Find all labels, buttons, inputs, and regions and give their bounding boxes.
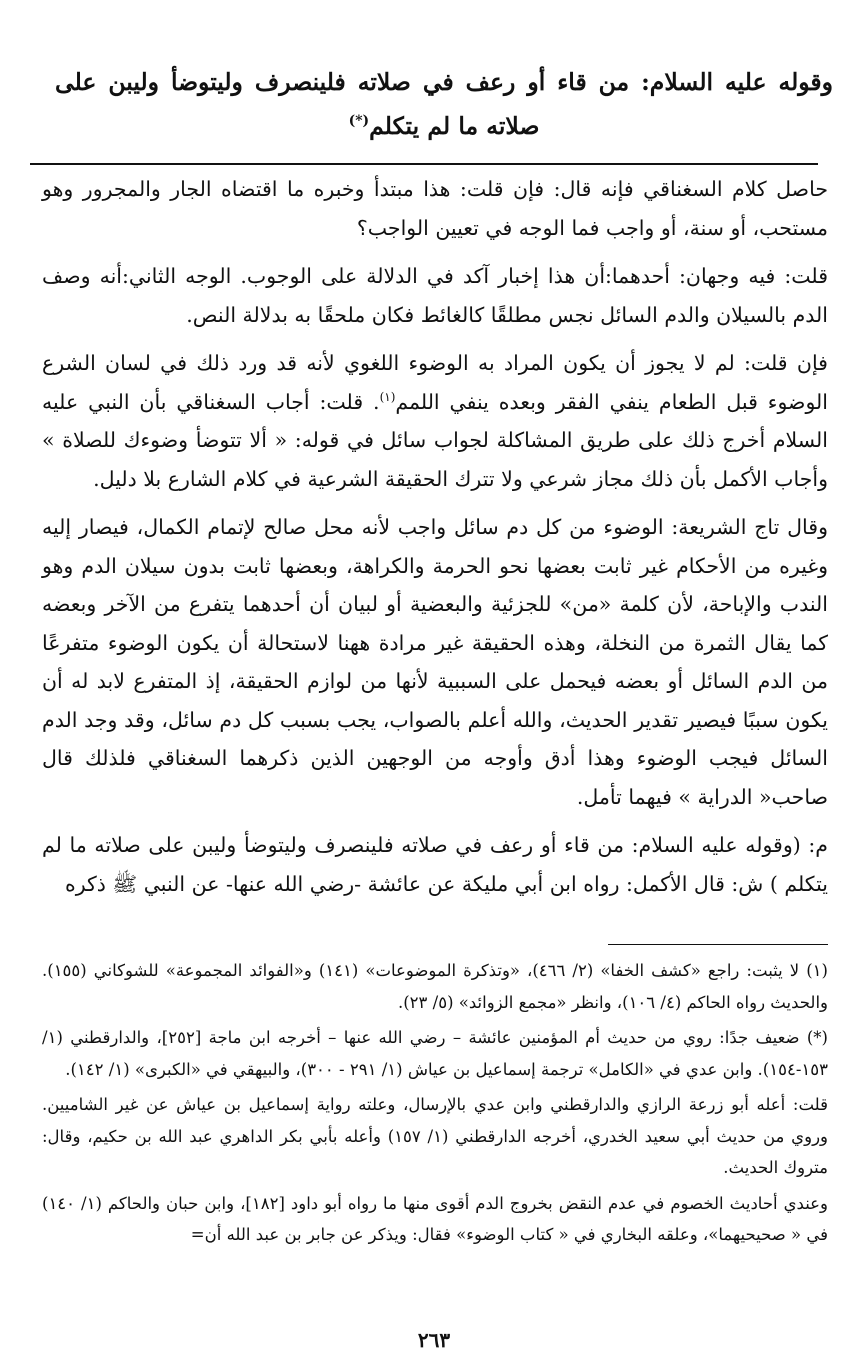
paragraph-4: وقال تاج الشريعة: الوضوء من كل دم سائل واجب لأنه محل صالح لإتمام الكمال، فيصار إليه وغيره من الأحكام غير ثابت بعضها نحو الحرمة والكراهة، وبعضها ثابت بدون سيلان الدم وهو الندب والإباحة، لأن كلمة «من» للجزئية والبعضية أو لبيان أن أحدهما يتفرع من الآخر وبعضه كما يقال الثمرة من النخلة، وهذه الحقيقة غير مرادة ههنا لاستحالة أن يكون الوضوء متفرعًا من الدم السائل أو بعضه فيحمل على السببية لأنها من لوازم الحقيقة، إذ المتفرع لابد له أن يكون سببًا فيصير تقدير الحديث، والله أعلم بالصواب، يجب بسبب كل دم سائل، وقد وجد الدم السائل فيجب الوضوء وهذا أدق وأوجه من الوجهين الذين ذكرهما السغناقي فلذلك قال صاحب« الدراية » فيهما تأمل. [42, 515, 828, 809]
footnote-comment: قلت: أعله أبو زرعة الرازي والدارقطني وابن عدي بالإرسال، وعلته رواية إسماعيل بن عياش عن غير الشاميين. وروي من حديث أبي سعيد الخدري، أخرجه الدارقطني (١/ ١٥٧) وأعله بأبي بكر الداهري عبد الله بن حكيم، وقال: متروك الحديث. [42, 1095, 829, 1177]
footnotes [42, 955, 828, 1255]
footnote-continuation: وعندي أحاديث الخصوم في عدم النقض بخروج الدم أقوى منها ما رواه أبو داود [١٨٢]، وابن حبان والحاكم (١/ ١٤٠) في « صحيحيهما»، وعلقه البخاري في « كتاب الوضوء» فقال: ويذكر عن جابر بن عبد الله أن= [42, 1193, 828, 1244]
paragraph-3-part-b: . قلت: أجاب السغناقي بأن النبي عليه السلام أخرج ذلك على طريق المشاكلة لجواب سائل في قوله: « ألا تتوضأ وضوءك للصلاة » وأجاب الأكمل بأن ذلك مجاز شرعي ولا تترك الحقيقة الشرعية في كلام الشارع بلا دليل. [42, 389, 828, 491]
footnote-star: (*) ضعيف جدًا: روي من حديث أم المؤمنين عائشة – رضي الله عنها – أخرجه ابن ماجة [٢٥٢]، والدارقطني (١/ ١٥٣-١٥٤). وابن عدي في «الكامل» ترجمة إسماعيل بن عياش (١/ ٢٩١ - ٣٠٠)، والبيهقي في «الكبرى» (١/ ١٤٢). [42, 1028, 828, 1079]
paragraph-3 [42, 344, 828, 498]
chapter-heading [55, 60, 833, 148]
footnote-ref-1[interactable]: (١) [379, 389, 396, 404]
paragraph-1: حاصل كلام السغناقي فإنه قال: فإن قلت: هذا مبتدأ وخبره ما اقتضاه الجار والمجرور وهو مستحب، أو سنة، أو واجب فما الوجه في تعيين الواجب؟ [42, 177, 828, 240]
footnote-1: (١) لا يثبت: راجع «كشف الخفا» (٢/ ٤٦٦)، «وتذكرة الموضوعات» (١٤١) و«الفوائد المجموعة» للشوكاني (١٥٥). والحديث رواه الحاكم (٤/ ١٠٦)، وانظر «مجمع الزوائد» (٥/ ٢٣). [42, 961, 828, 1012]
paragraph-3-part-a: فإن قلت: لم لا يجوز أن يكون المراد به الوضوء اللغوي لأنه قد ورد ذلك في لسان الشرع الوضوء قبل الطعام ينفي الفقر وبعده ينفي اللمم [42, 351, 828, 414]
heading-divider [30, 163, 818, 165]
footnotes-divider [608, 944, 828, 945]
heading-footnote-marker: (*) [348, 113, 370, 130]
commentary-body [42, 170, 828, 913]
heading-text: وقوله عليه السلام: من قاء أو رعف في صلاته فلينصرف وليتوضأ وليبن على صلاته ما لم يتكلم [55, 68, 833, 140]
paragraph-2: قلت: فيه وجهان: أحدهما:أن هذا إخبار آكد في الدلالة على الوجوب. الوجه الثاني:أنه وصف الدم بالسيلان والدم السائل نجس مطلقًا كالغائط فكان ملحقًا به بدلالة النص. [42, 264, 828, 327]
page-number: ٢٦٣ [417, 1328, 451, 1352]
paragraph-5: م: (وقوله عليه السلام: من قاء أو رعف في صلاته فلينصرف وليتوضأ وليبن على صلاته ما لم يتكلم ) ش: قال الأكمل: رواه ابن أبي مليكة عن عائشة -رضي الله عنها- عن النبي ﷺ ذكره [42, 833, 828, 896]
